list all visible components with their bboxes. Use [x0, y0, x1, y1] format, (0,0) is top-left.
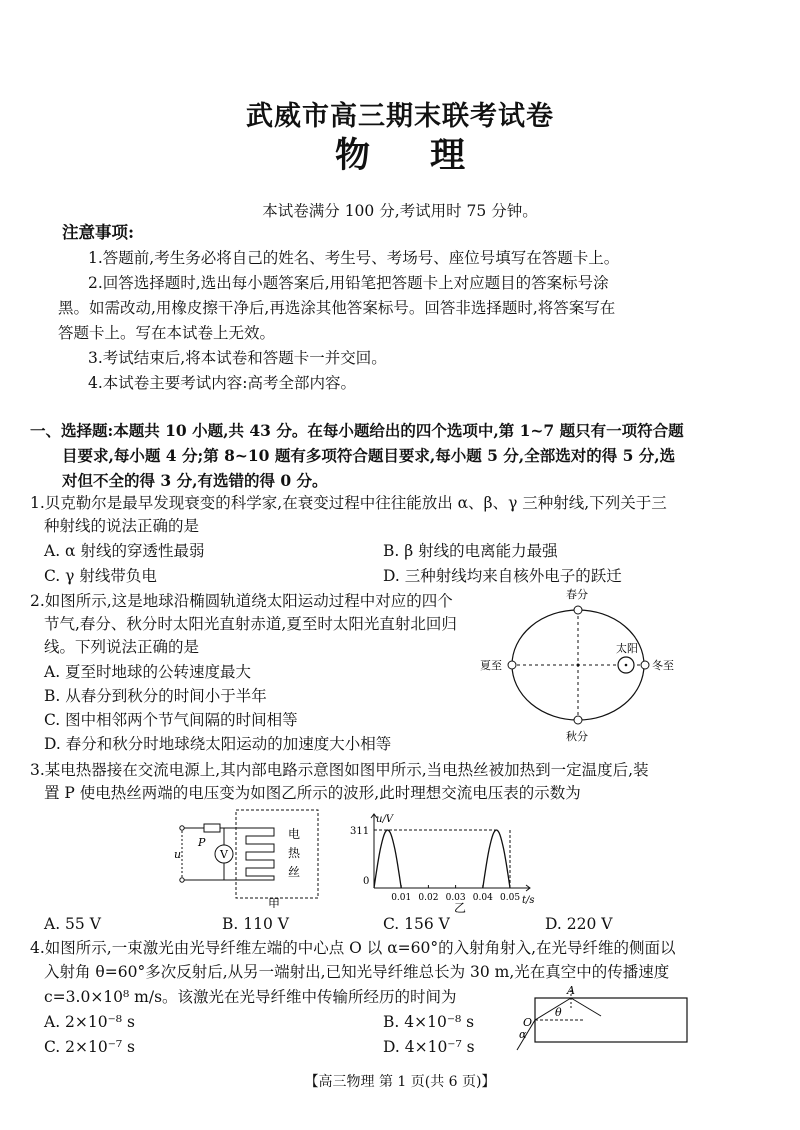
page-footer: 【高三物理 第 1 页(共 6 页)】 [304, 1074, 496, 1090]
x-tick-label: 0.02 [418, 893, 439, 903]
q4-stem-3: c=3.0×10⁸ m/s。该激光在光导纤维中传输所经历的时间为 [44, 988, 457, 1006]
x-tick-label: 0.01 [391, 893, 412, 903]
label-autumn: 秋分 [566, 730, 588, 743]
q2-stem-2: 节气,春分、秋分时太阳光直射赤道,夏至时太阳光直射北回归 [44, 615, 457, 633]
note-line-5: 3.考试结束后,将本试卷和答题卡一并交回。 [88, 349, 387, 367]
q4-option-d: D. 4×10⁻⁷ s [383, 1038, 475, 1056]
q2-stem-1: 2.如图所示,这是地球沿椭圆轨道绕太阳运动过程中对应的四个 [30, 592, 453, 610]
q2-option-c: C. 图中相邻两个节气间隔的时间相等 [44, 711, 298, 729]
origin-label: 0 [363, 876, 370, 887]
note-line-1: 1.答题前,考生务必将自己的姓名、考生号、考场号、座位号填写在答题卡上。 [88, 249, 620, 267]
device-p [204, 824, 220, 832]
q3-stem-1: 3.某电热器接在交流电源上,其内部电路示意图如图甲所示,当电热丝被加热到一定温度后,装 [30, 761, 649, 779]
q4-stem-2: 入射角 θ=60°多次反射后,从另一端射出,已知光导纤维总长为 30 m,光在真空中的传播速度 [44, 963, 670, 981]
fiber-diagram [505, 982, 693, 1054]
heater-label-3: 丝 [288, 865, 301, 879]
q1-stem-1: 1.贝克勒尔是最早发现衰变的科学家,在衰变过程中往往能放出 α、β、γ 三种射线,下列关于三 [30, 494, 667, 512]
label-winter: 冬至 [652, 659, 674, 672]
label-sun: 太阳 [616, 642, 638, 655]
y-tick-311: 311 [350, 826, 370, 837]
earth-summer-icon [508, 661, 516, 669]
label-v: V [220, 848, 228, 861]
q3-option-b: B. 110 V [222, 915, 289, 933]
heater-wire [240, 828, 274, 880]
orbit-center [577, 664, 580, 667]
note-line-2: 2.回答选择题时,选出每小题答案后,用铅笔把答题卡上对应题目的答案标号涂 [88, 274, 609, 292]
label-summer: 夏至 [480, 659, 502, 672]
note-line-6: 4.本试卷主要考试内容:高考全部内容。 [88, 374, 357, 392]
note-line-4: 答题卡上。写在本试卷上无效。 [58, 324, 276, 342]
label-spring: 春分 [566, 588, 588, 601]
label-alpha: α [519, 1028, 527, 1041]
orbit-diagram [478, 582, 728, 747]
q1-option-c: C. γ 射线带负电 [44, 567, 157, 585]
label-theta: θ [555, 1006, 562, 1019]
x-tick-label: 0.05 [500, 893, 521, 903]
q1-option-a: A. α 射线的穿透性最弱 [44, 542, 205, 560]
q2-option-a: A. 夏至时地球的公转速度最大 [44, 663, 252, 681]
q1-option-b: B. β 射线的电离能力最强 [383, 542, 558, 560]
chart-caption: 乙 [454, 901, 467, 914]
terminal-top [180, 826, 184, 830]
label-a: A [567, 984, 575, 997]
q4-stem-1: 4.如图所示,一束激光由光导纤维左端的中心点 O 以 α=60°的入射角射入,在光导纤维的侧面以 [30, 939, 676, 957]
heater-label-2: 热 [288, 846, 301, 860]
note-line-3: 黑。如需改动,用橡皮擦干净后,再选涂其他答案标号。回答非选择题时,将答案写在 [58, 299, 616, 317]
half-wave-2 [483, 830, 510, 888]
q3-option-d: D. 220 V [545, 915, 613, 933]
label-p: P [198, 836, 206, 849]
earth-autumn-icon [574, 716, 582, 724]
heater-label-1: 电 [288, 827, 301, 841]
q4-option-b: B. 4×10⁻⁸ s [383, 1013, 475, 1031]
refracted-ray [535, 998, 571, 1020]
notes-heading: 注意事项: [62, 223, 135, 242]
heater-box [236, 810, 318, 898]
circuit-diagram [170, 808, 340, 908]
q3-option-c: C. 156 V [383, 915, 450, 933]
reflected-ray [571, 998, 601, 1016]
subject-title: 物理 [334, 135, 525, 176]
x-axis-label: t/s [522, 895, 535, 906]
waveform-chart [350, 806, 550, 914]
q3-option-a: A. 55 V [44, 915, 101, 933]
earth-winter-icon [641, 661, 649, 669]
label-u: u [174, 848, 182, 861]
exam-title: 武威市高三期末联考试卷 [246, 101, 554, 132]
earth-spring-icon [574, 606, 582, 614]
terminal-bottom [180, 878, 184, 882]
q2-option-b: B. 从春分到秋分的时间小于半年 [44, 687, 267, 705]
q2-option-d: D. 春分和秋分时地球绕太阳运动的加速度大小相等 [44, 735, 392, 753]
x-tick-label: 0.04 [472, 893, 493, 903]
circuit-caption: 甲 [268, 897, 281, 908]
x-tick-label: 0.03 [445, 893, 466, 903]
q2-stem-3: 线。下列说法正确的是 [44, 638, 200, 656]
section1-line-1: 一、选择题:本题共 10 小题,共 43 分。在每小题给出的四个选项中,第 1~7 题只有一项符合题 [30, 421, 684, 440]
q4-option-c: C. 2×10⁻⁷ s [44, 1038, 136, 1056]
section1-line-2: 目要求,每小题 4 分;第 8~10 题有多项符合题目要求,每小题 5 分,全部选对的得 5 分,选 [62, 446, 676, 465]
q1-option-d: D. 三种射线均来自核外电子的跃迁 [383, 567, 622, 585]
section1-line-3: 对但不全的得 3 分,有选错的得 0 分。 [62, 471, 328, 490]
q1-stem-2: 种射线的说法正确的是 [44, 517, 200, 535]
q3-stem-2: 置 P 使电热丝两端的电压变为如图乙所示的波形,此时理想交流电压表的示数为 [44, 784, 581, 802]
half-wave-1 [374, 830, 401, 888]
sun-center [625, 664, 628, 667]
label-o: O [523, 1016, 533, 1029]
y-axis-label: u/V [376, 814, 394, 825]
q4-option-a: A. 2×10⁻⁸ s [44, 1013, 135, 1031]
exam-subtitle: 本试卷满分 100 分,考试用时 75 分钟。 [262, 202, 538, 220]
